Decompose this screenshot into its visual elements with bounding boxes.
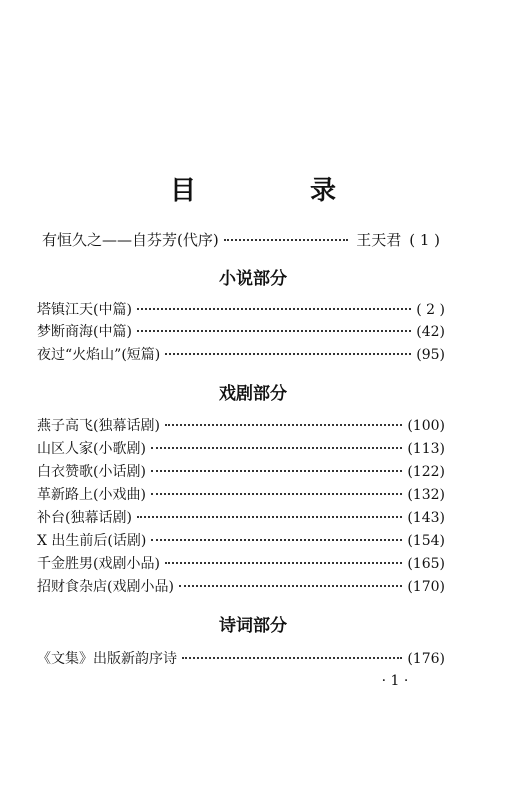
toc-entry-title: 有恒久之——自芬芳(代序) [42,231,219,249]
toc-entry-page: (154) [407,533,445,549]
toc-entry[interactable] [37,530,445,550]
toc-entry-page: (143) [407,510,445,526]
toc-entry-title: 山区人家(小歌剧) [37,441,146,457]
dot-leader [165,353,411,355]
section-heading-fiction: 小说部分 [219,269,287,289]
toc-entry[interactable] [37,648,445,668]
dot-leader [165,562,402,564]
toc-entry-title: 燕子高飞(独幕话剧) [37,418,160,434]
toc-entry-page: (95) [416,347,445,363]
toc-entry-page: (170) [407,579,445,595]
toc-entry-title: 塔镇江天(中篇) [37,302,132,318]
dot-leader [151,470,402,472]
toc-entry-title: 梦断商海(中篇) [37,324,132,340]
dot-leader [179,585,402,587]
dot-leader [137,308,411,310]
toc-entry-page: (165) [407,556,445,572]
toc-entry[interactable] [37,484,445,504]
toc-entry-title: 《文集》出版新韵序诗 [37,651,177,667]
toc-entry[interactable] [37,438,445,458]
toc-entry[interactable] [37,553,445,573]
toc-entry-title: 招财食杂店(戏剧小品) [37,579,174,595]
toc-entry-page: (100) [407,418,445,434]
toc-entry[interactable] [37,576,445,596]
dot-leader [151,539,402,541]
toc-entry-title: X 出生前后(话剧) [37,533,147,549]
section-heading-poetry: 诗词部分 [219,616,287,636]
toc-entry-title: 千金胜男(戏剧小品) [37,556,160,572]
toc-entry-page: ( 2 ) [416,302,445,318]
toc-entry[interactable] [37,415,445,435]
toc-entry-title: 夜过“火焰山”(短篇) [37,347,161,363]
dot-leader [151,493,402,495]
dot-leader [182,657,402,659]
toc-entry-title: 革新路上(小戏曲) [37,487,146,503]
dot-leader [137,330,411,332]
toc-entry[interactable] [37,299,445,319]
toc-entry[interactable] [37,321,445,341]
page-number: · 1 · [381,673,409,689]
toc-entry-preface[interactable] [42,229,440,250]
toc-entry-page: (42) [416,324,445,340]
toc-entry[interactable] [37,344,445,364]
toc-entry-author: 王天君 [356,231,402,249]
toc-entry-title: 补台(独幕话剧) [37,510,132,526]
dot-leader [151,447,402,449]
toc-entry[interactable] [37,507,445,527]
toc-entry[interactable] [37,461,445,481]
toc-entry-title: 白衣赞歌(小话剧) [37,464,146,480]
dot-leader [224,239,348,241]
toc-entry-page: (176) [407,651,445,667]
toc-entry-page: (132) [407,487,445,503]
page-title: 目 录 [169,176,380,206]
toc-entry-page: (113) [407,441,445,457]
toc-entry-page: (122) [407,464,445,480]
section-heading-drama: 戏剧部分 [219,384,287,404]
dot-leader [165,424,402,426]
dot-leader [137,516,402,518]
toc-entry-page: ( 1 ) [409,231,440,249]
